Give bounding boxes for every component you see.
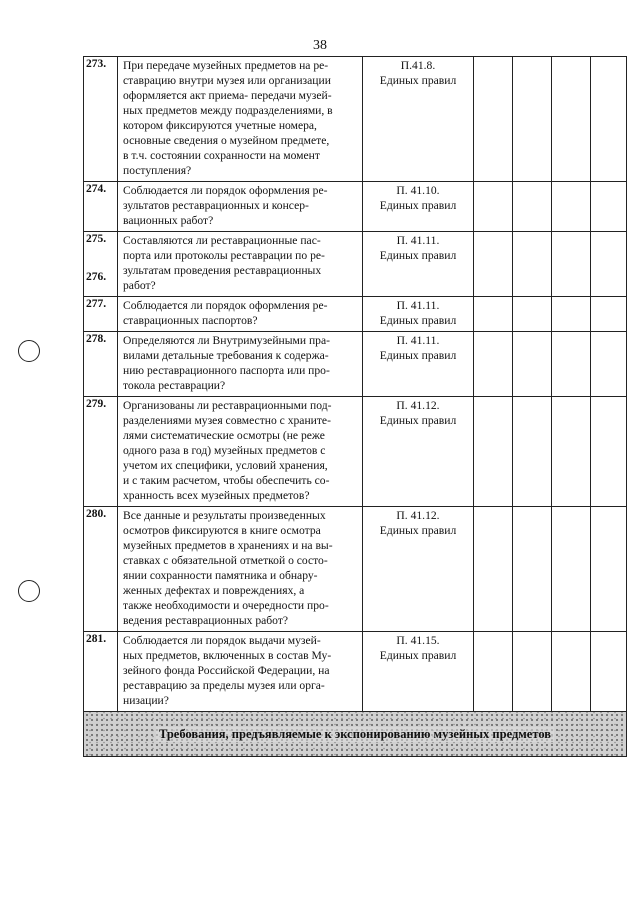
row-number [84, 297, 118, 332]
question-line: нию реставрационного паспорта или про- [123, 364, 330, 377]
reference-line: П. 41.12. [396, 509, 440, 522]
question-line: вационных работ? [123, 214, 214, 227]
question-line: При передаче музейных предметов на ре- [123, 59, 329, 72]
question-line: Соблюдается ли порядок оформления ре- [123, 184, 328, 197]
section-title: Требования, предъявляемые к экспонированию музейных предметов [156, 727, 554, 742]
question-cell [118, 507, 363, 632]
question-line: низации? [123, 694, 169, 707]
reference-line: Единых правил [379, 349, 457, 362]
answer-cell [552, 182, 591, 232]
row-number [84, 507, 118, 632]
reference-cell [363, 182, 474, 232]
table-row [84, 232, 627, 297]
table-row [84, 332, 627, 397]
table-row [84, 297, 627, 332]
row-number-text: 281. [86, 633, 107, 645]
row-number-text: 274. [86, 183, 107, 195]
reference-cell [363, 397, 474, 507]
question-line: и с таким расчетом, чтобы обеспечить со- [123, 474, 330, 487]
question-line: котором фиксируются учетные номера, [123, 119, 317, 132]
row-number-text: 273. [86, 58, 107, 70]
punch-hole-top [18, 340, 40, 362]
reference-line: Единых правил [379, 524, 457, 537]
answer-cell [552, 632, 591, 712]
row-number-text-secondary: 276. [86, 271, 107, 283]
reference-cell [363, 507, 474, 632]
reference-cell [363, 332, 474, 397]
reference-cell [363, 57, 474, 182]
answer-cell [513, 507, 552, 632]
question-cell [118, 332, 363, 397]
row-number-text: 278. [86, 333, 107, 345]
reference-line: Единых правил [379, 649, 457, 662]
reference-cell [363, 297, 474, 332]
table-row [84, 632, 627, 712]
question-line: разделениями музея совместно с храните- [123, 414, 331, 427]
table-row [84, 507, 627, 632]
answer-cell [552, 507, 591, 632]
question-line: ставрацию внутри музея или организации [123, 74, 331, 87]
question-line: женных дефектах и повреждениях, а [123, 584, 305, 597]
answer-cell [552, 57, 591, 182]
answer-cell [513, 632, 552, 712]
question-line: учетом их специфики, условий хранения, [123, 459, 328, 472]
question-line: одного раза в год) музейных предметов с [123, 444, 326, 457]
question-line: хранность всех музейных предметов? [123, 489, 310, 502]
question-line: токола реставрации? [123, 379, 226, 392]
answer-cell [552, 332, 591, 397]
answer-cell [474, 57, 513, 182]
table-row [84, 397, 627, 507]
question-line: ных предметов между подразделениями, в [123, 104, 333, 117]
punch-hole-bottom [18, 580, 40, 602]
question-line: зультатам проведения реставрационных [123, 264, 322, 277]
question-line: зейного фонда Российской Федерации, на [123, 664, 330, 677]
question-line: основные сведения о музейном предмете, [123, 134, 330, 147]
answer-cell [513, 182, 552, 232]
question-line: осмотров фиксируются в книге осмотра [123, 524, 321, 537]
page-number: 38 [313, 38, 327, 53]
row-number-text: 280. [86, 508, 107, 520]
question-line: также необходимости и очередности про- [123, 599, 329, 612]
question-line: ставрационных паспортов? [123, 314, 258, 327]
question-line: вилами детальные требования к содержа- [123, 349, 329, 362]
reference-line: П. 41.10. [396, 184, 440, 197]
question-line: Соблюдается ли порядок оформления ре- [123, 299, 328, 312]
question-cell [118, 397, 363, 507]
answer-cell [552, 397, 591, 507]
answer-cell [474, 332, 513, 397]
reference-line: П. 41.15. [396, 634, 440, 647]
question-line: Все данные и результаты произведенных [123, 509, 326, 522]
row-number [84, 632, 118, 712]
row-number [84, 57, 118, 182]
question-line: Соблюдается ли порядок выдачи музей- [123, 634, 321, 647]
answer-cell [513, 57, 552, 182]
question-cell [118, 632, 363, 712]
question-line: лями систематические осмотры (не реже [123, 429, 325, 442]
answer-cell [591, 57, 627, 182]
section-footer-cell [84, 712, 627, 757]
question-line: ных предметов, включенных в состав Му- [123, 649, 332, 662]
answer-cell [591, 397, 627, 507]
question-line: Составляются ли реставрационные пас- [123, 234, 321, 247]
reference-line: П. 41.12. [396, 399, 440, 412]
answer-cell [591, 332, 627, 397]
question-line: зультатов реставрационных и консер- [123, 199, 309, 212]
question-line: порта или протоколы реставрации по ре- [123, 249, 325, 262]
question-cell [118, 57, 363, 182]
reference-line: П. 41.11. [396, 334, 440, 347]
row-number-text: 275. [86, 233, 107, 245]
question-line: ведения реставрационных работ? [123, 614, 289, 627]
reference-line: Единых правил [379, 74, 457, 87]
question-line: Организованы ли реставрационными под- [123, 399, 332, 412]
answer-cell [513, 397, 552, 507]
reference-line: П. 41.11. [396, 299, 440, 312]
question-line: в т.ч. состоянии сохранности на момент [123, 149, 320, 162]
reference-line: Единых правил [379, 249, 457, 262]
question-line: поступления? [123, 164, 192, 177]
question-line: ставках с обязательной отметкой о состо- [123, 554, 328, 567]
answer-cell [513, 232, 552, 297]
reference-cell [363, 632, 474, 712]
reference-line: Единых правил [379, 414, 457, 427]
row-number [84, 332, 118, 397]
question-cell [118, 232, 363, 297]
reference-line: Единых правил [379, 314, 457, 327]
answer-cell [474, 507, 513, 632]
answer-cell [513, 297, 552, 332]
question-cell [118, 297, 363, 332]
question-line: янии сохранности памятника и обнару- [123, 569, 318, 582]
question-line: музейных предметов в хранениях и на вы- [123, 539, 333, 552]
answer-cell [474, 232, 513, 297]
question-cell [118, 182, 363, 232]
row-number [84, 182, 118, 232]
answer-cell [591, 232, 627, 297]
section-footer-row [84, 712, 627, 757]
answer-cell [552, 232, 591, 297]
answer-cell [552, 297, 591, 332]
answer-cell [474, 182, 513, 232]
row-number [84, 232, 118, 297]
checklist-table [83, 56, 627, 757]
reference-line: П. 41.11. [396, 234, 440, 247]
answer-cell [591, 507, 627, 632]
table-row [84, 57, 627, 182]
answer-cell [591, 297, 627, 332]
answer-cell [474, 397, 513, 507]
question-line: оформляется акт приема- передачи музей- [123, 89, 332, 102]
row-number-text: 279. [86, 398, 107, 410]
question-line: Определяются ли Внутримузейными пра- [123, 334, 330, 347]
answer-cell [513, 332, 552, 397]
question-line: реставрацию за пределы музея или орга- [123, 679, 325, 692]
answer-cell [474, 297, 513, 332]
reference-cell [363, 232, 474, 297]
answer-cell [591, 182, 627, 232]
question-line: работ? [123, 279, 156, 292]
reference-line: П.41.8. [400, 59, 436, 72]
reference-line: Единых правил [379, 199, 457, 212]
table-row [84, 182, 627, 232]
row-number-text: 277. [86, 298, 107, 310]
row-number [84, 397, 118, 507]
answer-cell [474, 632, 513, 712]
answer-cell [591, 632, 627, 712]
